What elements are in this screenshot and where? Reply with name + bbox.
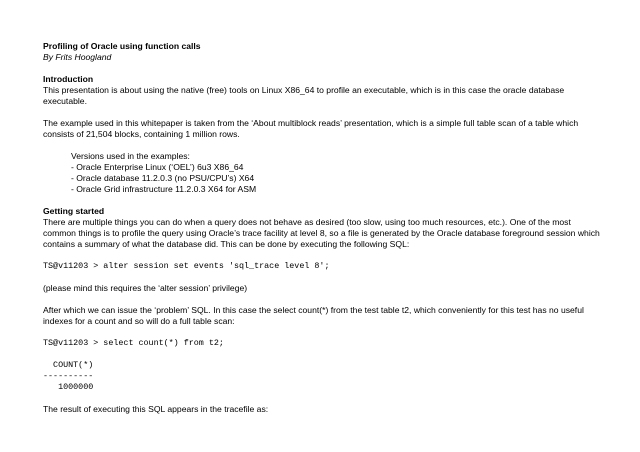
- result-separator: ----------: [43, 371, 94, 381]
- introduction-paragraph-1: This presentation is about using the native (free) tools on Linux X86_64 to profile an executable, which is in this case the oracle database executable.: [43, 85, 565, 106]
- versions-intro: Versions used in the examples:: [71, 151, 190, 161]
- introduction-heading: Introduction: [43, 74, 94, 84]
- version-item: - Oracle Enterprise Linux (‘OEL’) 6u3 X86_64: [71, 162, 244, 172]
- getting-started-paragraph-2: After which we can issue the ‘problem’ SQL. In this case the select count(*) from the test table t2, which conveniently for this test has no useful indexes for a count and so will do a full table scan:: [43, 305, 584, 326]
- code-select-count: TS@v11203 > select count(*) from t2;: [43, 338, 224, 348]
- document-byline: By Frits Hoogland: [43, 52, 112, 62]
- versions-block: [43, 151, 603, 195]
- version-item: - Oracle database 11.2.0.3 (no PSU/CPU’s) X64: [71, 173, 255, 183]
- result-value: 1000000: [43, 382, 94, 392]
- introduction-paragraph-2: The example used in this whitepaper is taken from the ‘About multiblock reads’ presentation, which is a simple full table scan of a table which consists of 21,504 blocks, containing 1 million rows.: [43, 118, 579, 139]
- document-title: Profiling of Oracle using function calls: [43, 41, 201, 51]
- code-trace-command: TS@v11203 > alter session set events 'sql_trace level 8';: [43, 261, 330, 271]
- document-page: [43, 41, 603, 415]
- getting-started-paragraph-3: The result of executing this SQL appears in the tracefile as:: [43, 404, 269, 414]
- result-header: COUNT(*): [43, 360, 94, 370]
- getting-started-heading: Getting started: [43, 206, 105, 216]
- getting-started-paragraph-1: There are multiple things you can do when a query does not behave as desired (too slow, using too much resources, etc.). One of the most common things is to profile the query using Oracle’s trace facility at level 8, so a file is generated by the Oracle database foreground session which contains a summary of what the database did. This can be done by executing the following SQL:: [43, 217, 600, 249]
- version-item: - Oracle Grid infrastructure 11.2.0.3 X64 for ASM: [71, 184, 257, 194]
- privilege-note: (please mind this requires the ‘alter session’ privilege): [43, 283, 248, 293]
